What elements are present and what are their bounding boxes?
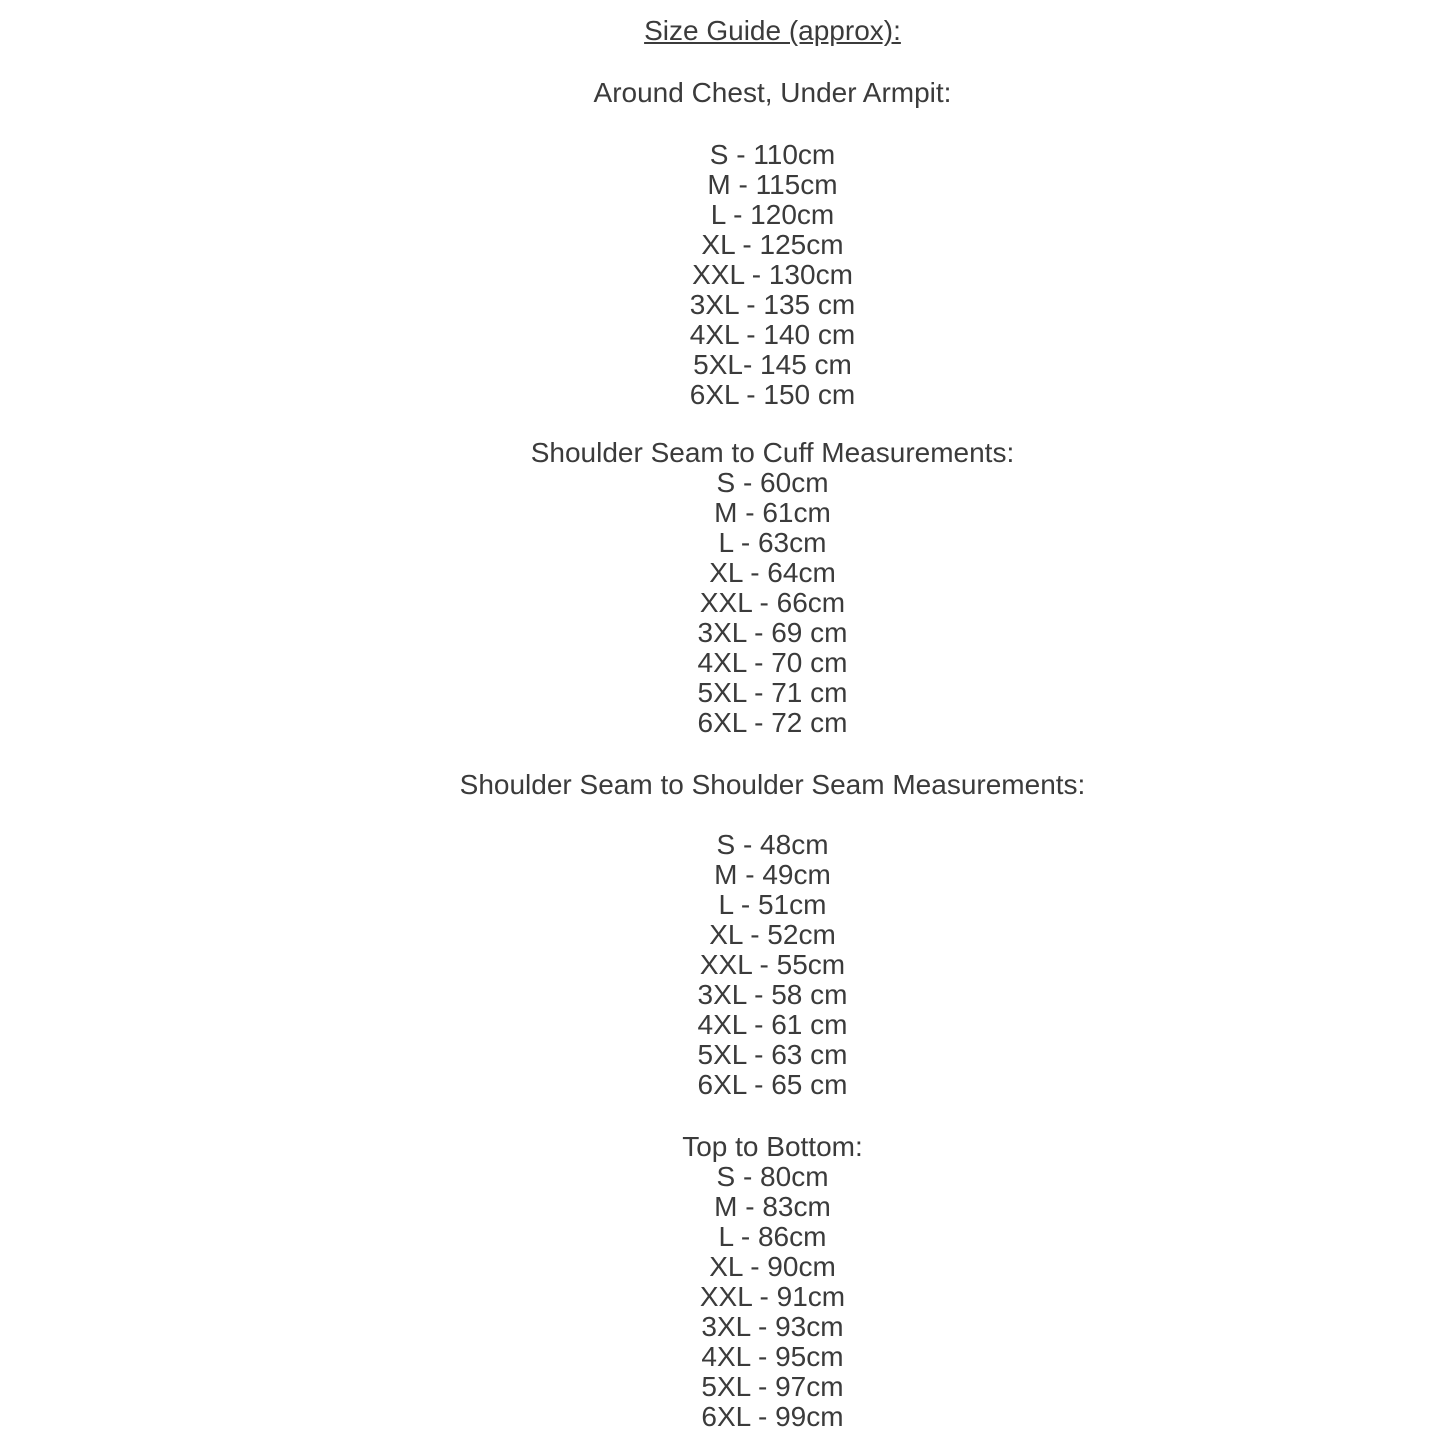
size-row: XXL - 66cm [699,587,846,618]
size-row: 5XL - 63 cm [697,1039,848,1070]
size-row: M - 83cm [714,1191,831,1222]
size-row: 4XL - 70 cm [697,647,848,678]
section-heading-shoulder-to-shoulder: Shoulder Seam to Shoulder Seam Measurements: [459,769,1086,800]
section-heading-around-chest: Around Chest, Under Armpit: [593,77,952,108]
spacer [100,800,1445,830]
spacer [100,1100,1445,1132]
size-row: XL - 125cm [701,229,844,260]
section-heading-shoulder-to-cuff: Shoulder Seam to Cuff Measurements: [530,437,1015,468]
size-row: 4XL - 61 cm [697,1009,848,1040]
page-title: Size Guide (approx): [644,15,901,46]
size-row: XL - 90cm [709,1251,836,1282]
spacer [100,46,1445,78]
size-row: L - 63cm [718,527,827,558]
size-row: XXL - 91cm [699,1281,846,1312]
spacer [100,410,1445,438]
size-row: 5XL- 145 cm [693,349,852,380]
size-row: 6XL - 150 cm [689,379,856,410]
spacer [100,738,1445,770]
size-row: S - 60cm [716,467,829,498]
size-row: 6XL - 65 cm [697,1069,848,1100]
size-row: 5XL - 71 cm [697,677,848,708]
size-row: M - 115cm [707,169,838,200]
section-heading-top-to-bottom: Top to Bottom: [682,1131,863,1162]
spacer [100,108,1445,140]
size-row: 5XL - 97cm [701,1371,844,1402]
size-row: 3XL - 93cm [701,1311,844,1342]
size-row: 3XL - 58 cm [697,979,848,1010]
size-row: XL - 52cm [709,919,836,950]
size-row: 4XL - 95cm [701,1341,844,1372]
size-row: S - 48cm [716,829,829,860]
size-row: XXL - 130cm [692,259,853,290]
size-row: 6XL - 72 cm [697,707,848,738]
size-row: L - 86cm [718,1221,827,1252]
size-row: M - 61cm [714,497,831,528]
size-row: 3XL - 69 cm [697,617,848,648]
size-row: L - 120cm [710,199,835,230]
size-row: 3XL - 135 cm [689,289,856,320]
size-row: XL - 64cm [709,557,836,588]
size-row: 6XL - 99cm [701,1401,844,1432]
size-row: 4XL - 140 cm [689,319,856,350]
size-row: XXL - 55cm [699,949,846,980]
size-row: M - 49cm [714,859,831,890]
size-row: S - 80cm [716,1161,829,1192]
size-row: L - 51cm [718,889,827,920]
size-row: S - 110cm [709,139,836,170]
